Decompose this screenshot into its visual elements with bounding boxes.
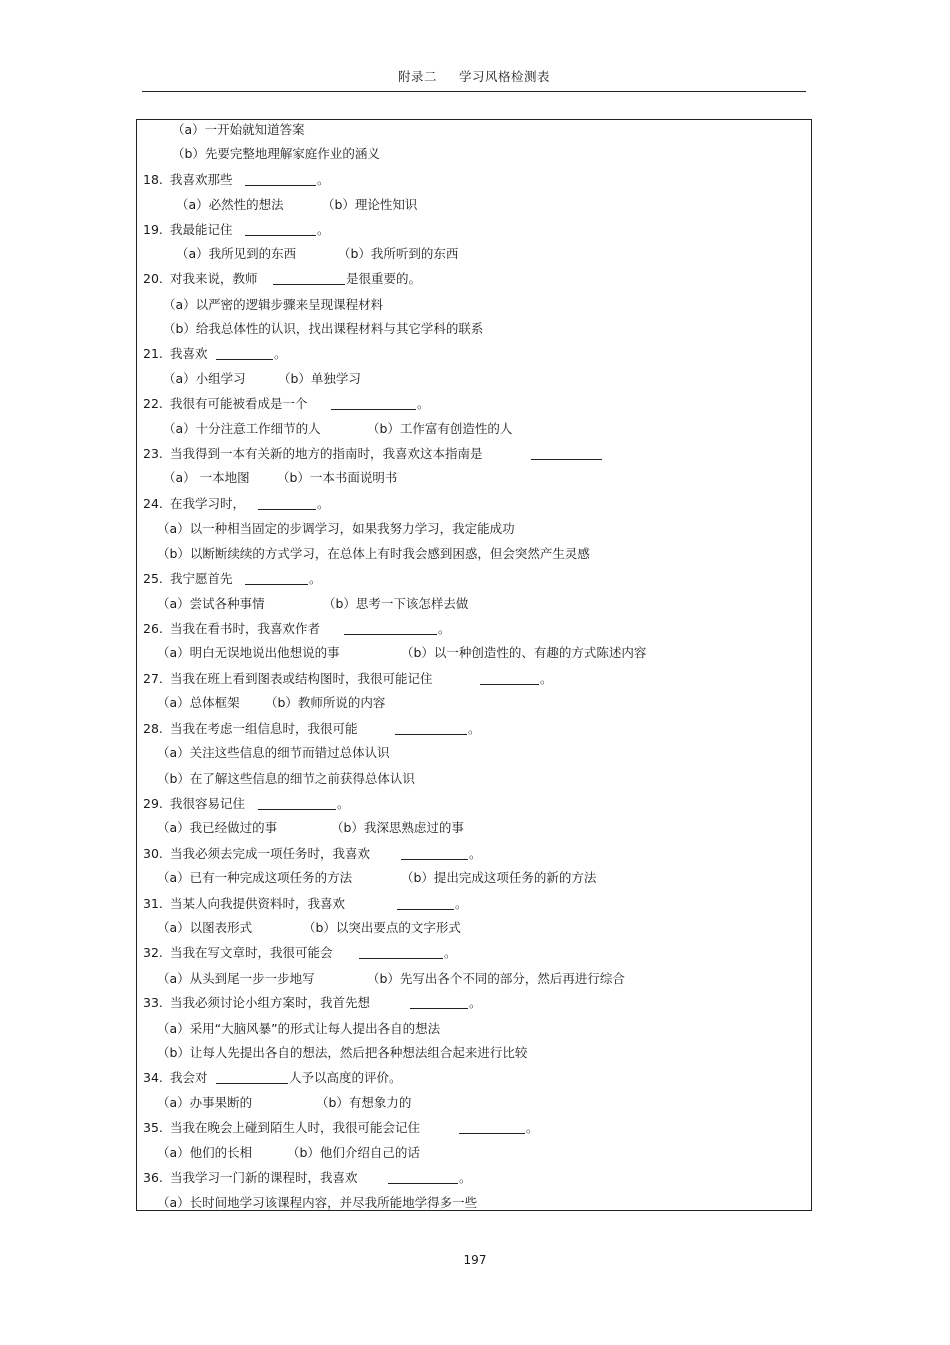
option-b: （b）以一种创造性的、有趣的方式陈述内容 <box>401 645 647 660</box>
option-b: （b）先写出各个不同的部分，然后再进行综合 <box>367 971 625 986</box>
question-text: 当我在写文章时，我很可能会 <box>170 945 333 960</box>
question-suffix: 。 <box>317 172 330 187</box>
question-number: 18. <box>143 172 163 187</box>
question-suffix: 。 <box>526 1120 539 1135</box>
question-suffix: 。 <box>468 721 481 736</box>
answer-blank[interactable] <box>245 185 316 186</box>
question-suffix: 是很重要的。 <box>346 271 422 286</box>
question-number: 36. <box>143 1170 163 1185</box>
question-number: 24. <box>143 496 163 511</box>
question-34 <box>143 1070 208 1086</box>
answer-blank[interactable] <box>359 958 443 959</box>
question-text: 在我学习时， <box>170 496 246 511</box>
question-text: 当我在晚会上碰到陌生人时，我很可能会记住 <box>170 1120 421 1135</box>
question-26 <box>143 621 320 637</box>
question-suffix: 。 <box>540 671 553 686</box>
option-a: （a）一开始就知道答案 <box>172 122 305 137</box>
question-suffix: 。 <box>444 945 457 960</box>
question-24 <box>143 496 245 512</box>
option-b: （b）我所听到的东西 <box>338 246 459 261</box>
option-b: （b）理论性知识 <box>322 197 418 212</box>
question-text: 对我来说，教师 <box>170 271 258 286</box>
question-number: 32. <box>143 945 163 960</box>
question-suffix: 。 <box>455 896 468 911</box>
question-text: 我喜欢 <box>170 346 208 361</box>
option-a: （a）小组学习 <box>163 371 246 386</box>
answer-blank[interactable] <box>395 734 467 735</box>
header-appendix: 附录二 <box>397 69 437 84</box>
option-a: （a）我已经做过的事 <box>157 820 278 835</box>
question-text: 当我在看书时，我喜欢作者 <box>170 621 321 636</box>
option-a: （b）在了解这些信息的细节之前获得总体认识 <box>157 771 415 786</box>
option-a: （a）必然性的想法 <box>176 197 284 212</box>
option-b: （b）思考一下该怎样去做 <box>323 596 469 611</box>
question-suffix: 。 <box>274 346 287 361</box>
question-suffix: 。 <box>469 995 482 1010</box>
option-a: （a）明白无误地说出他想说的事 <box>157 645 340 660</box>
answer-blank[interactable] <box>388 1183 458 1184</box>
question-number: 25. <box>143 571 163 586</box>
question-number: 27. <box>143 671 163 686</box>
option-b: （b）以突出要点的文字形式 <box>303 920 461 935</box>
question-text: 我最能记住 <box>170 222 233 237</box>
question-20 <box>143 271 258 287</box>
option-b: （b）单独学习 <box>278 371 361 386</box>
question-suffix: 。 <box>459 1170 472 1185</box>
question-25 <box>143 571 233 587</box>
question-suffix: 。 <box>337 796 350 811</box>
question-36 <box>143 1170 358 1186</box>
question-number: 23. <box>143 446 163 461</box>
question-text: 我会对 <box>170 1070 208 1085</box>
question-18 <box>143 172 233 188</box>
question-30 <box>143 846 370 862</box>
question-35 <box>143 1120 420 1136</box>
page-header <box>142 67 806 85</box>
option-b: （b）一本书面说明书 <box>277 470 398 485</box>
question-text: 当我学习一门新的课程时，我喜欢 <box>170 1170 358 1185</box>
option-a: （b）先要完整地理解家庭作业的涵义 <box>172 146 380 161</box>
question-number: 30. <box>143 846 163 861</box>
option-a: （b）给我总体性的认识，找出课程材料与其它学科的联系 <box>163 321 484 336</box>
header-title: 学习风格检测表 <box>459 69 551 84</box>
answer-blank[interactable] <box>245 235 316 236</box>
question-23 <box>143 446 483 462</box>
answer-blank[interactable] <box>258 809 336 810</box>
answer-blank[interactable] <box>216 1083 288 1084</box>
question-number: 31. <box>143 896 163 911</box>
answer-blank[interactable] <box>331 409 416 410</box>
question-text: 当某人向我提供资料时，我喜欢 <box>170 896 346 911</box>
question-19 <box>143 222 233 238</box>
question-text: 当我在班上看到图表或结构图时，我很可能记住 <box>170 671 433 686</box>
question-number: 22. <box>143 396 163 411</box>
question-33 <box>143 995 370 1011</box>
page-number: 197 <box>463 1253 487 1267</box>
question-text: 当我得到一本有关新的地方的指南时，我喜欢这本指南是 <box>170 446 483 461</box>
question-suffix: 。 <box>417 396 430 411</box>
answer-blank[interactable] <box>410 1008 468 1009</box>
question-21 <box>143 346 208 362</box>
option-a: （a）尝试各种事情 <box>157 596 265 611</box>
option-a: （a）以严密的逻辑步骤来呈现课程材料 <box>163 297 384 312</box>
question-31 <box>143 896 345 912</box>
option-a: （a）关注这些信息的细节而错过总体认识 <box>157 745 390 760</box>
answer-blank[interactable] <box>245 584 308 585</box>
question-number: 19. <box>143 222 163 237</box>
question-number: 34. <box>143 1070 163 1085</box>
question-28 <box>143 721 358 737</box>
question-number: 35. <box>143 1120 163 1135</box>
question-number: 21. <box>143 346 163 361</box>
answer-blank[interactable] <box>273 284 345 285</box>
option-b: （b）工作富有创造性的人 <box>367 421 513 436</box>
answer-blank[interactable] <box>344 634 437 635</box>
option-a: （a）我所见到的东西 <box>176 246 297 261</box>
question-29 <box>143 796 245 812</box>
option-a: （a）采用“大脑风暴”的形式让每人提出各自的想法 <box>157 1021 441 1036</box>
option-a: （a）总体框架 <box>157 695 240 710</box>
answer-blank[interactable] <box>258 509 316 510</box>
option-a: （a）十分注意工作细节的人 <box>163 421 321 436</box>
option-b: （b）我深思熟虑过的事 <box>331 820 464 835</box>
option-a: （a）以图表形式 <box>157 920 253 935</box>
question-text: 当我必须讨论小组方案时，我首先想 <box>170 995 371 1010</box>
question-suffix: 。 <box>309 571 322 586</box>
option-a: （b）以断断续续的方式学习，在总体上有时我会感到困惑，但会突然产生灵感 <box>157 546 590 561</box>
question-number: 33. <box>143 995 163 1010</box>
question-27 <box>143 671 433 687</box>
question-text: 我很有可能被看成是一个 <box>170 396 308 411</box>
option-b: （b）提出完成这项任务的新的方法 <box>401 870 597 885</box>
option-a: （a）从头到尾一步一步地写 <box>157 971 315 986</box>
question-suffix: 。 <box>469 846 482 861</box>
header-rule <box>142 91 806 92</box>
question-suffix: 人予以高度的评价。 <box>289 1070 402 1085</box>
question-number: 28. <box>143 721 163 736</box>
option-a: （a）办事果断的 <box>157 1095 253 1110</box>
answer-blank[interactable] <box>216 359 273 360</box>
answer-blank[interactable] <box>459 1133 525 1134</box>
option-a: （b）让每人先提出各自的想法，然后把各种想法组合起来进行比较 <box>157 1045 528 1060</box>
option-b: （b）有想象力的 <box>316 1095 412 1110</box>
question-number: 29. <box>143 796 163 811</box>
answer-blank[interactable] <box>401 859 468 860</box>
question-suffix: 。 <box>438 621 451 636</box>
question-text: 当我必须去完成一项任务时，我喜欢 <box>170 846 371 861</box>
question-number: 26. <box>143 621 163 636</box>
question-suffix: 。 <box>317 496 330 511</box>
question-text: 当我在考虑一组信息时，我很可能 <box>170 721 358 736</box>
question-text: 我宁愿首先 <box>170 571 233 586</box>
answer-blank[interactable] <box>480 684 539 685</box>
option-a: （a）以一种相当固定的步调学习，如果我努力学习，我定能成功 <box>157 521 515 536</box>
option-b: （b）他们介绍自己的话 <box>287 1145 420 1160</box>
option-a: （a）长时间地学习该课程内容，并尽我所能地学得多一些 <box>157 1195 478 1210</box>
question-text: 我很容易记住 <box>170 796 246 811</box>
question-number: 20. <box>143 271 163 286</box>
option-a: （a）他们的长相 <box>157 1145 253 1160</box>
answer-blank[interactable] <box>397 909 454 910</box>
option-a: （a）已有一种完成这项任务的方法 <box>157 870 353 885</box>
option-b: （b）教师所说的内容 <box>265 695 386 710</box>
option-a: （a） 一本地图 <box>163 470 250 485</box>
question-text: 我喜欢那些 <box>170 172 233 187</box>
question-32 <box>143 945 333 961</box>
answer-blank[interactable] <box>531 459 602 460</box>
question-suffix: 。 <box>317 222 330 237</box>
question-22 <box>143 396 308 412</box>
